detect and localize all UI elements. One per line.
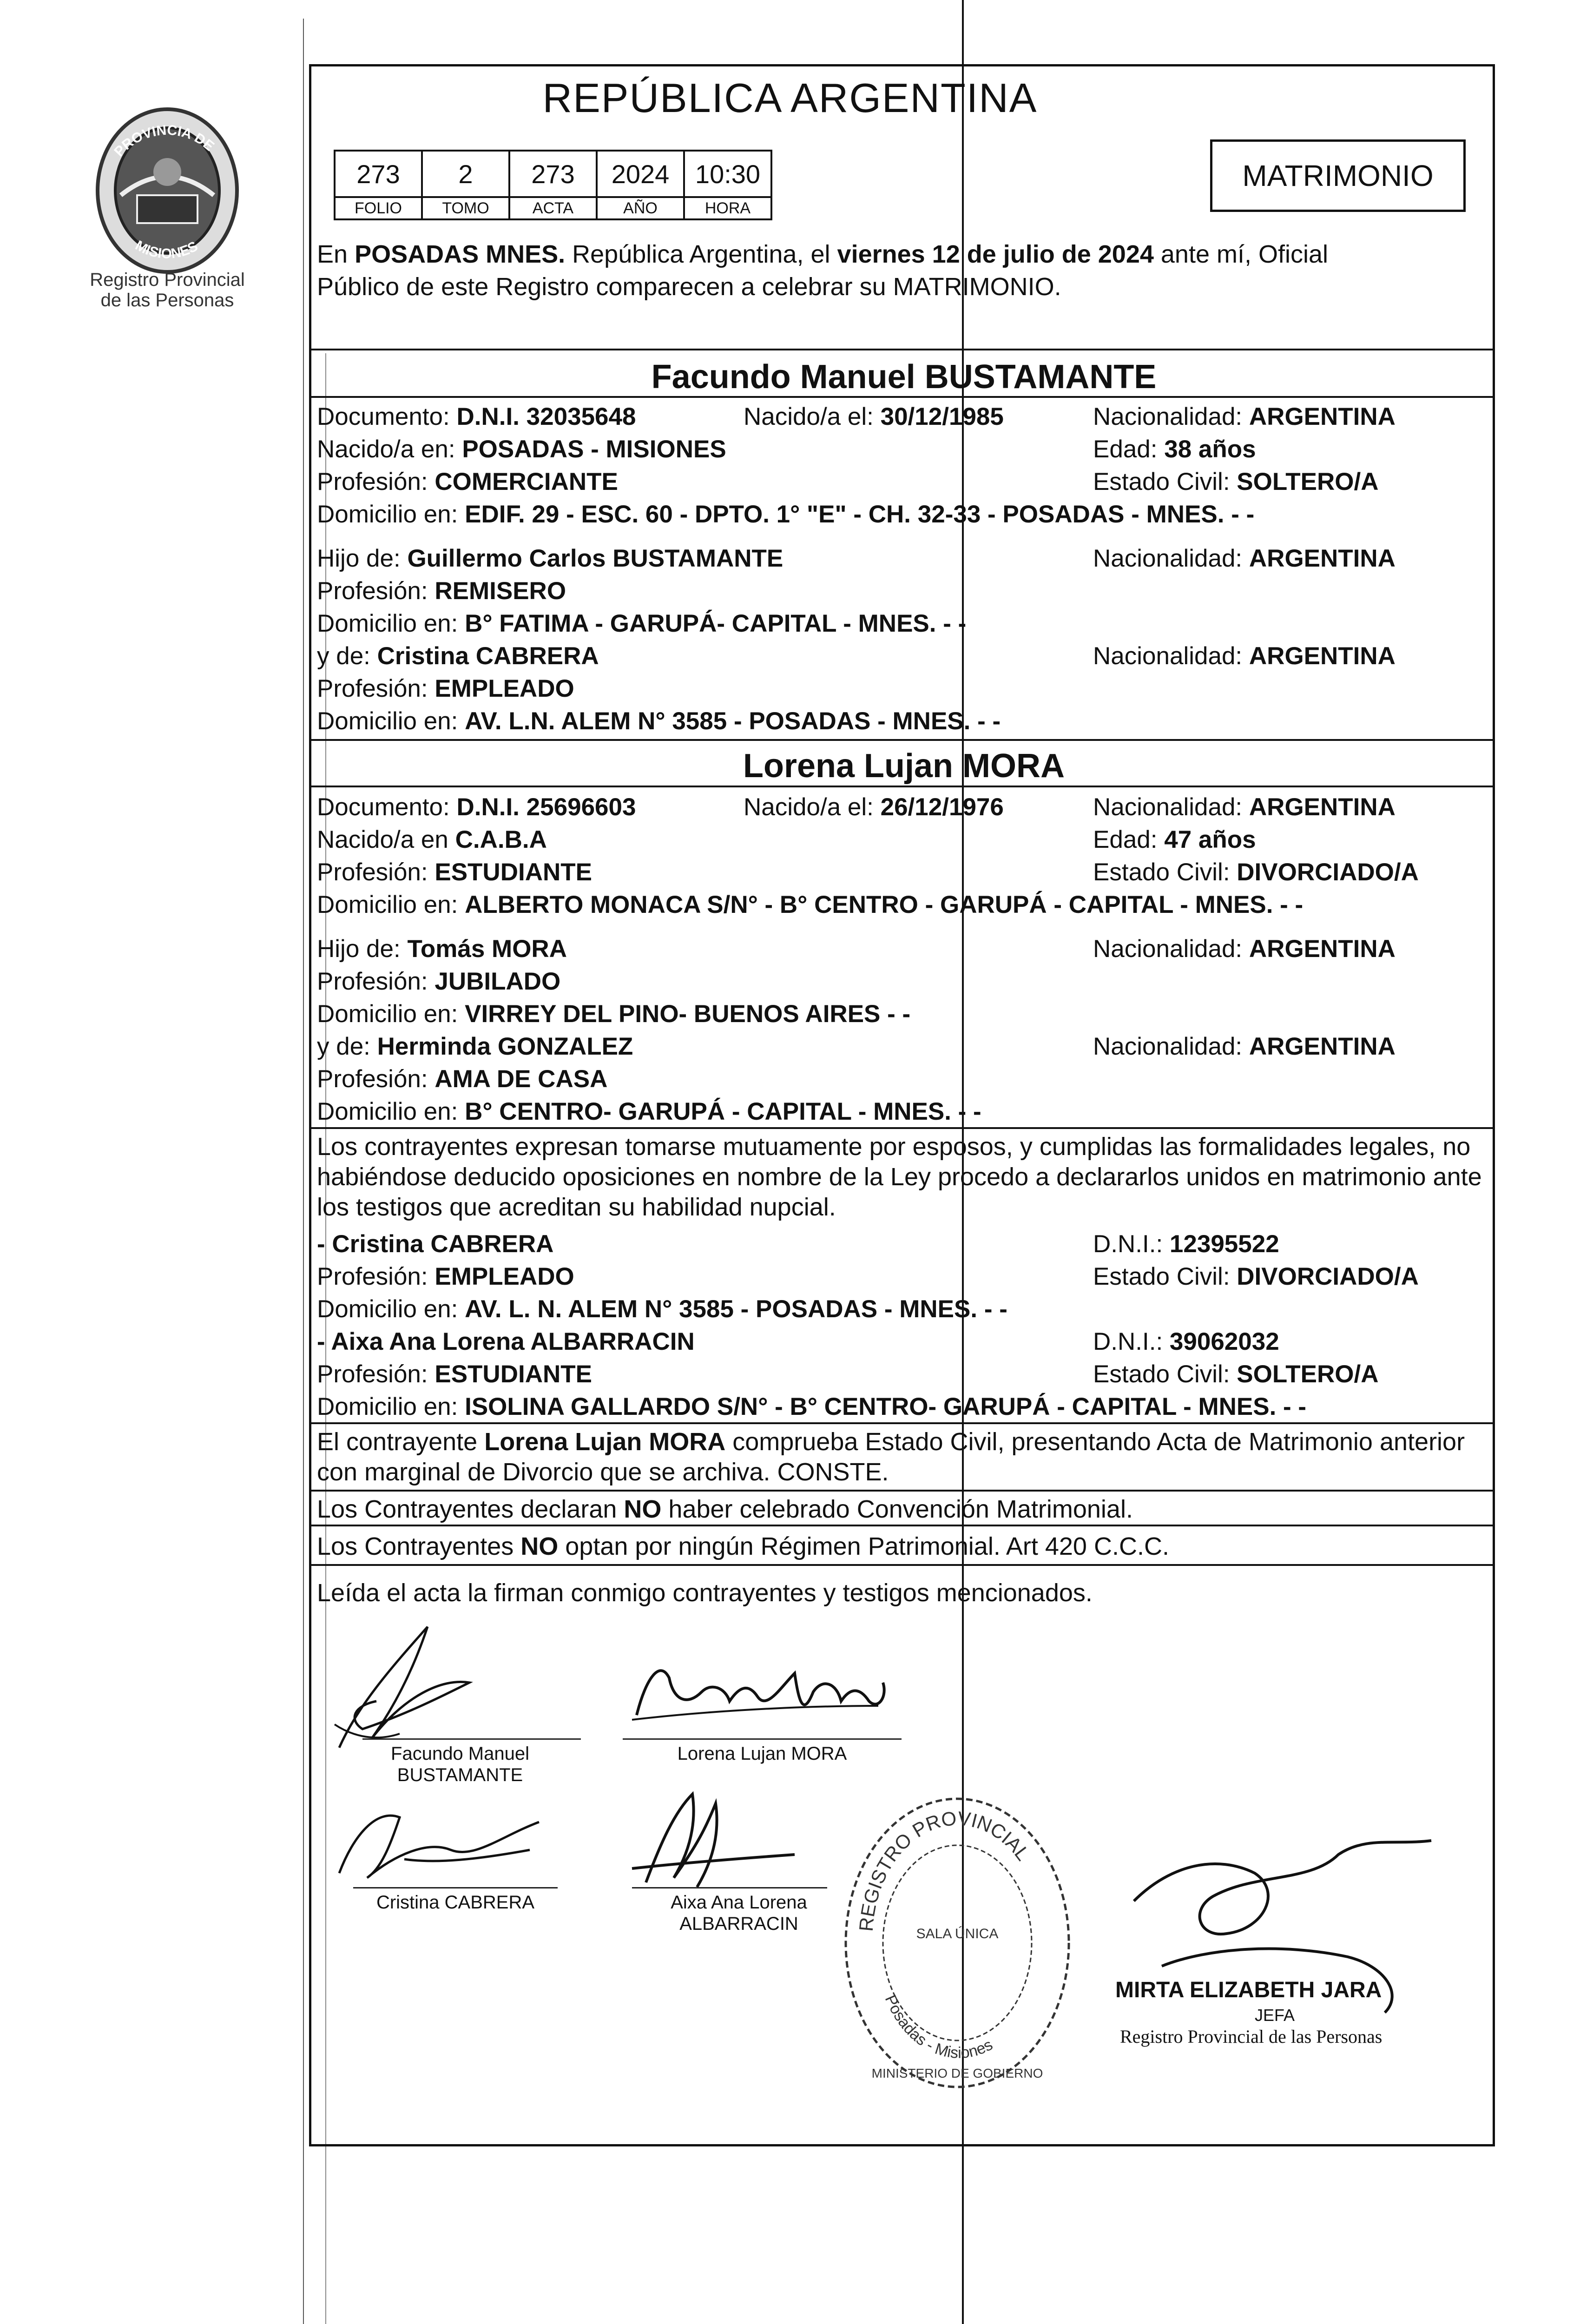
label: D.N.I.: [1093,1230,1170,1258]
seal-caption-line2: de las Personas [100,290,234,310]
signature-caption-groom [362,1743,558,1786]
witness2-dni-value: 39062032 [1169,1328,1279,1355]
groom-mother-address-value: AV. L.N. ALEM N° 3585 - POSADAS - MNES. - - [465,707,1001,735]
provincial-seal-logo [88,102,246,284]
note-text: El contrayente [317,1428,485,1456]
groom-mother-value: Cristina CABRERA [377,642,599,670]
act-type-label: MATRIMONIO [1242,159,1434,192]
groom-mother-nat-value: ARGENTINA [1249,642,1396,670]
anio-label: AÑO [597,197,684,219]
bride-father-address-value: VIRREY DEL PINO- BUENOS AIRES - - [465,1000,911,1028]
signature-bride [618,1636,906,1743]
signature-caption-witness1: Cristina CABRERA [376,1892,535,1913]
groom-mother-nationality [1093,644,1396,668]
label: Nacionalidad: [1093,935,1249,963]
label: Hijo de: [317,545,408,572]
svg-text:Posadas - Misiones: Posadas - Misiones [881,1992,996,2062]
groom-nat-value: ARGENTINA [1249,403,1396,430]
label: Nacionalidad: [1093,403,1249,430]
label: Estado Civil: [1093,858,1237,886]
label: Domicilio en: [317,891,465,918]
folio-value: 273 [335,151,422,197]
label: Profesión: [317,968,435,995]
groom-mother-prof-value: EMPLEADO [434,675,574,702]
witness1-civil-value: DIVORCIADO/A [1237,1263,1419,1290]
bride-birthplace [317,827,547,852]
witness2-profession [317,1362,592,1386]
label: Documento: [317,793,457,821]
seal-logo-caption [79,270,256,310]
bride-mother [317,1034,633,1059]
bride-mother-profession [317,1067,607,1091]
label: Domicilio en: [317,707,465,735]
official-name: MIRTA ELIZABETH JARA [1115,1978,1382,2002]
groom-father-address [317,611,966,636]
label: Domicilio en: [317,610,465,637]
anio-value: 2024 [597,151,684,197]
bride-father-nat-value: ARGENTINA [1249,935,1396,963]
bride-dni: D.N.I. 25696603 [456,793,636,821]
label: Profesión: [317,1360,435,1388]
bride-mother-prof-value: AMA DE CASA [434,1065,608,1093]
bride-mother-nat-value: ARGENTINA [1249,1033,1396,1060]
divider-declaration [309,1127,1495,1129]
divider-bride-bottom [309,786,1495,787]
bride-civil-value: DIVORCIADO/A [1237,858,1419,886]
bride-father-prof-value: JUBILADO [434,968,561,995]
intro-date: viernes 12 de julio de 2024 [837,240,1154,268]
label: Estado Civil: [1093,1263,1237,1290]
groom-father-prof-value: REMISERO [434,577,566,605]
label: Domicilio en: [317,1393,465,1420]
signature-caption-witness2 [651,1892,827,1934]
label: Domicilio en: [317,1295,465,1323]
bride-father-profession [317,969,560,994]
witness2-civil-value: SOLTERO/A [1237,1360,1379,1388]
bride-mother-address [317,1099,981,1124]
bride-father-value: Tomás MORA [407,935,567,963]
divider-note1 [309,1422,1495,1424]
witness2-prof-value: ESTUDIANTE [434,1360,592,1388]
hora-value: 10:30 [684,151,771,197]
groom-father-nat-value: ARGENTINA [1249,545,1396,572]
label: Profesión: [317,577,435,605]
note2-line [317,1497,1133,1522]
groom-birthplace [317,437,726,462]
groom-prof-value: COMERCIANTE [434,468,618,495]
caption-line: Aixa Ana Lorena [671,1892,807,1913]
label: y de: [317,1033,377,1060]
document-title: REPÚBLICA ARGENTINA [542,75,1038,121]
tomo-value: 2 [422,151,509,197]
label: Nacionalidad: [1093,1033,1249,1060]
note-text-2: haber celebrado Convención Matrimonial. [661,1495,1133,1523]
bride-born-value: 26/12/1976 [880,793,1004,821]
witness2-address-value: ISOLINA GALLARDO S/N° - B° CENTRO- GARUPÁ - CAPITAL - MNES. - - [465,1393,1307,1420]
caption-line: Facundo Manuel [391,1743,529,1764]
signature-line-groom [362,1738,581,1740]
divider-groom-top [309,349,1495,350]
signature-line-witness2 [632,1887,827,1888]
groom-birthplace-value: POSADAS - MISIONES [462,436,726,463]
bride-prof-value: ESTUDIANTE [434,858,592,886]
bride-age-value: 47 años [1164,826,1256,853]
note-emphasis: NO [624,1495,662,1523]
label: Estado Civil: [1093,468,1237,495]
signature-caption-bride: Lorena Lujan MORA [677,1743,847,1764]
label: Domicilio en: [317,1000,465,1028]
tomo-label: TOMO [422,197,509,219]
bride-mother-address-value: B° CENTRO- GARUPÁ - CAPITAL - MNES. - - [465,1098,981,1125]
note3-line [317,1534,1169,1559]
label: Nacido/a en: [317,436,462,463]
witness1-address [317,1297,1007,1321]
declaration-line2: habiéndose deducido oposiciones en nombre de la Ley procedo a declararlos unidos en matrimonio ante [317,1163,1482,1191]
label: Edad: [1093,436,1165,463]
groom-age [1093,437,1256,462]
groom-age-value: 38 años [1164,436,1256,463]
bride-father-nationality [1093,937,1396,961]
note1-line2: con marginal de Divorcio que se archiva. CONSTE. [317,1458,889,1486]
groom-father-address-value: B° FATIMA - GARUPÁ- CAPITAL - MNES. - - [465,610,967,637]
groom-civil-value: SOLTERO/A [1237,468,1379,495]
groom-mother-address [317,709,1001,733]
label: Documento: [317,403,457,430]
label: Nacionalidad: [1093,793,1249,821]
intro-text: En [317,240,355,268]
signature-witness1 [325,1780,567,1892]
registry-data-table [334,150,772,220]
label: Profesión: [317,675,435,702]
witness1-dni-value: 12395522 [1169,1230,1279,1258]
divider-note3 [309,1525,1495,1526]
groom-born-value: 30/12/1985 [880,403,1004,430]
label: Nacionalidad: [1093,545,1249,572]
scan-line-left [303,19,304,2324]
groom-address [317,502,1254,527]
closing-line: Leída el acta la firman conmigo contrayentes y testigos mencionados. [317,1579,1093,1607]
acta-label: ACTA [509,197,597,219]
groom-nationality [1093,404,1396,429]
svg-text:MISIONES: MISIONES [132,238,201,262]
signature-line-witness1 [353,1887,558,1888]
witness1-name: - Cristina CABRERA [317,1230,554,1258]
label: Domicilio en: [317,1098,465,1125]
svg-text:MINISTERIO DE GOBIERNO: MINISTERIO DE GOBIERNO [871,2066,1043,2080]
groom-mother [317,644,599,668]
witness2-name: - Aixa Ana Lorena ALBARRACIN [317,1328,695,1355]
intro-line2: Público de este Registro comparecen a celebrar su MATRIMONIO. [317,273,1061,301]
seal-caption-line1: Registro Provincial [90,270,245,290]
bride-mother-value: Herminda GONZALEZ [377,1033,633,1060]
caption-line: ALBARRACIN [679,1914,798,1934]
witness2-address [317,1394,1306,1419]
intro-text-3: ante mí, Oficial [1153,240,1329,268]
label: D.N.I.: [1093,1328,1170,1355]
folio-label: FOLIO [335,197,422,219]
note-text: Los Contrayentes [317,1532,521,1560]
groom-father-nationality [1093,546,1396,571]
divider-closing [309,1564,1495,1566]
groom-father [317,546,783,571]
official-stamp [836,1780,1078,2106]
caption-line: BUSTAMANTE [397,1765,523,1785]
label: Nacido/a en [317,826,455,853]
groom-document [317,404,636,429]
divider-groom-bottom [309,396,1495,398]
witness1-dni [1093,1232,1279,1256]
bride-address [317,892,1303,917]
note-name: Lorena Lujan MORA [484,1428,726,1456]
svg-text:REGISTRO PROVINCIAL: REGISTRO PROVINCIAL [855,1807,1034,1933]
label: Nacido/a el: [744,403,881,430]
divider-bride-top [309,739,1495,741]
note-emphasis: NO [520,1532,559,1560]
divider-note2 [309,1490,1495,1492]
signature-witness2 [618,1776,832,1896]
svg-text:SALA ÚNICA: SALA ÚNICA [916,1926,999,1941]
bride-father-address [317,1002,910,1026]
note-text-2: optan por ningún Régimen Patrimonial. Art 420 C.C.C. [558,1532,1169,1560]
label: Estado Civil: [1093,1360,1237,1388]
declaration-line1: Los contrayentes expresan tomarse mutuamente por esposos, y cumplidas las formalidades legales, no [317,1133,1471,1161]
groom-father-value: Guillermo Carlos BUSTAMANTE [407,545,783,572]
act-type-box [1210,139,1466,212]
intro-place: POSADAS MNES. [355,240,566,268]
groom-address-value: EDIF. 29 - ESC. 60 - DPTO. 1° "E" - CH. 32-33 - POSADAS - MNES. - - [465,501,1255,528]
bride-nationality [1093,795,1396,819]
signature-line-bride [623,1738,902,1740]
label: Nacionalidad: [1093,642,1249,670]
label: Profesión: [317,1065,435,1093]
bride-profession [317,860,592,885]
bride-mother-nationality [1093,1034,1396,1059]
acta-value: 273 [509,151,597,197]
bride-nat-value: ARGENTINA [1249,793,1396,821]
note-text: Los Contrayentes declaran [317,1495,624,1523]
label: Profesión: [317,1263,435,1290]
witness1-profession [317,1264,574,1289]
label: Profesión: [317,468,435,495]
label: Hijo de: [317,935,408,963]
svg-text:PROVINCIA DE: PROVINCIA DE [111,122,217,160]
groom-dni: D.N.I. 32035648 [456,403,636,430]
note1-line1 [317,1429,1465,1454]
official-office: Registro Provincial de las Personas [1120,2026,1382,2047]
official-title: JEFA [1255,2006,1295,2025]
bride-birthdate [744,795,1004,819]
bride-age [1093,827,1256,852]
label: Edad: [1093,826,1165,853]
label: y de: [317,642,377,670]
declaration-line3: los testigos que acreditan su habilidad nupcial. [317,1193,836,1221]
hora-label: HORA [684,197,771,219]
bride-name: Lorena Lujan MORA [743,747,1065,785]
groom-name: Facundo Manuel BUSTAMANTE [651,358,1157,396]
bride-document [317,795,636,819]
label: Nacido/a el: [744,793,881,821]
note-text-2: comprueba Estado Civil, presentando Acta de Matrimonio anterior [725,1428,1465,1456]
label: Domicilio en: [317,501,465,528]
bride-birthplace-value: C.A.B.A [455,826,547,853]
groom-profession [317,469,618,494]
witness1-address-value: AV. L. N. ALEM N° 3585 - POSADAS - MNES. - - [465,1295,1007,1323]
intro-line1 [317,242,1328,267]
bride-address-value: ALBERTO MONACA S/N° - B° CENTRO - GARUPÁ - CAPITAL - MNES. - - [465,891,1304,918]
groom-birthdate [744,404,1004,429]
groom-mother-profession [317,676,574,701]
intro-text-2: República Argentina, el [565,240,837,268]
label: Profesión: [317,858,435,886]
bride-civil-status [1093,860,1419,885]
witness1-prof-value: EMPLEADO [434,1263,574,1290]
witness1-civil-status [1093,1264,1419,1289]
groom-civil-status [1093,469,1379,494]
bride-father [317,937,567,961]
witness2-dni [1093,1329,1279,1354]
groom-father-profession [317,579,566,603]
witness2-civil-status [1093,1362,1379,1386]
